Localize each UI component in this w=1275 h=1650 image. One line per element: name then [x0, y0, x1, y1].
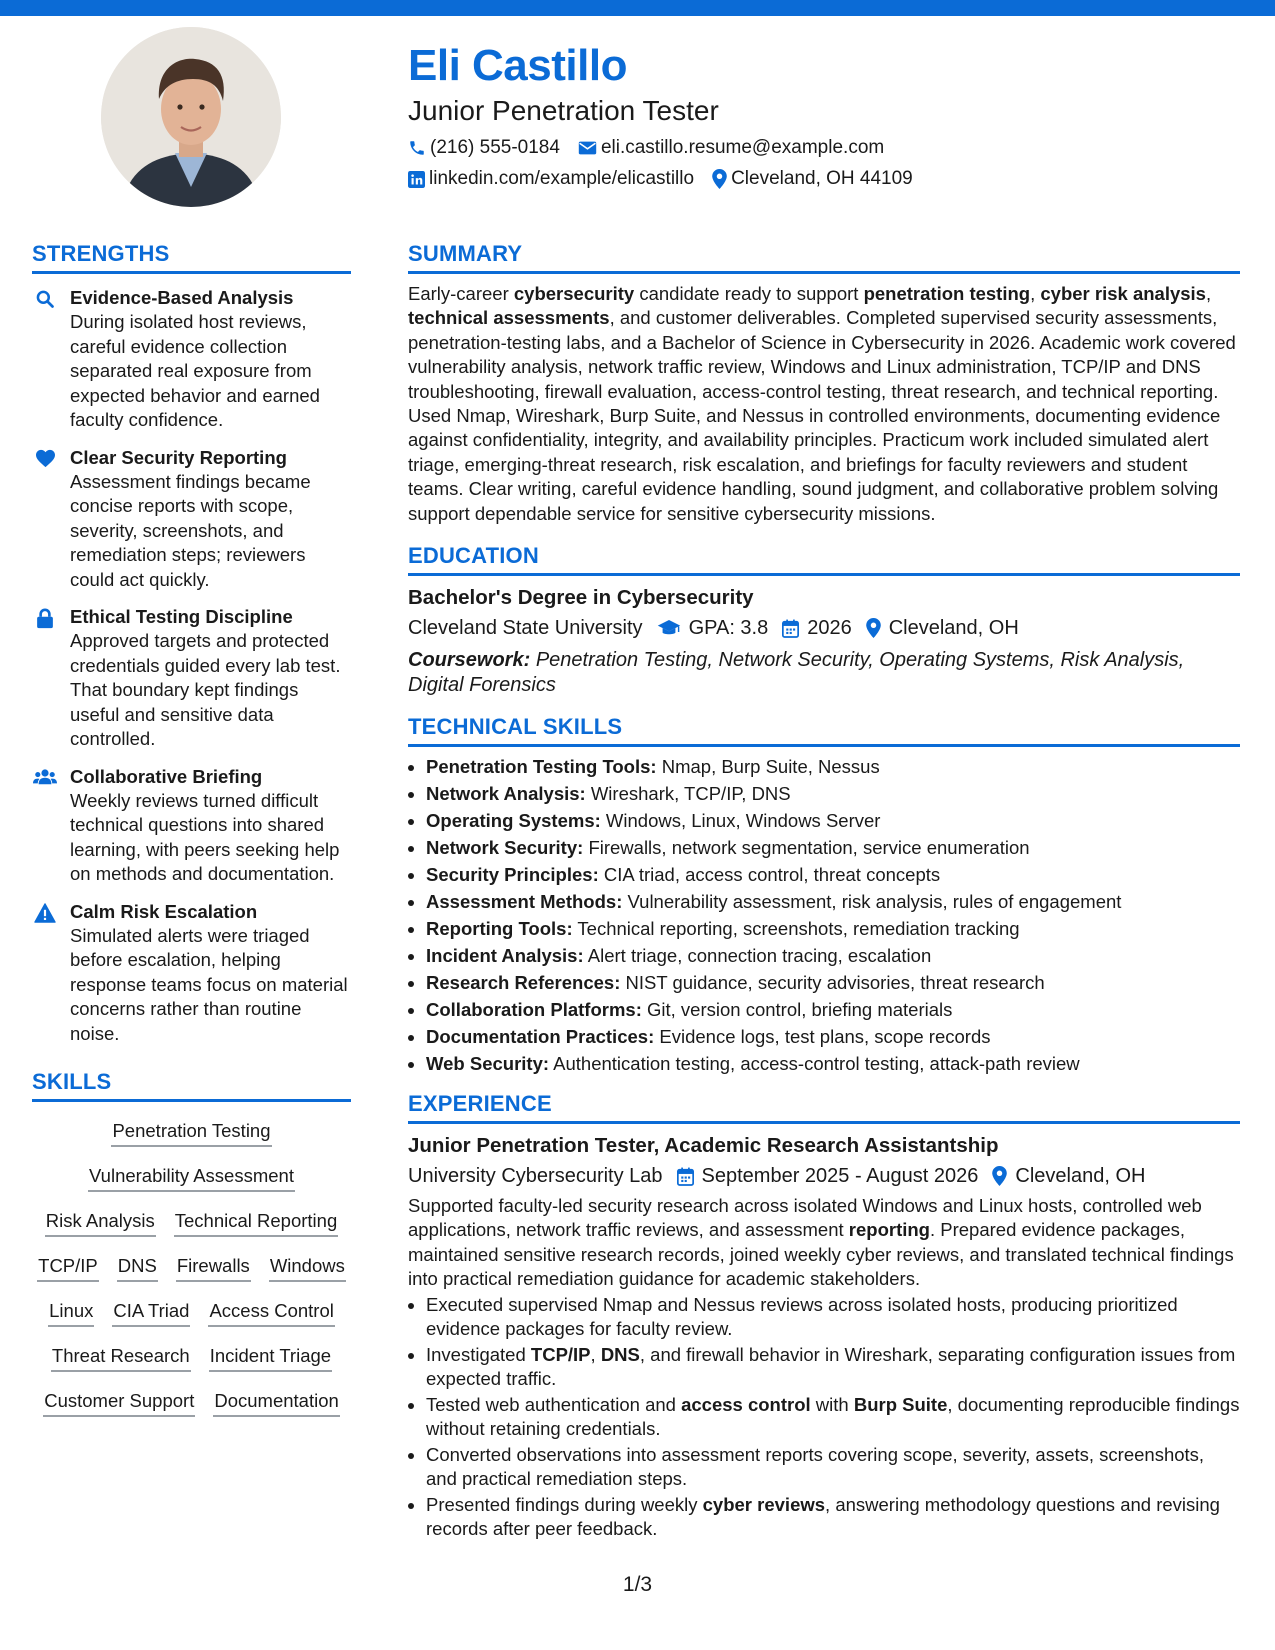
- skill-tag: Customer Support: [43, 1389, 195, 1417]
- skill-row: [32, 1389, 351, 1417]
- calendar-icon: [782, 619, 799, 638]
- map-pin-icon: [712, 169, 727, 189]
- contact-row-2: [408, 168, 1248, 190]
- list-item: • Documentation Practices: Evidence logs, test plans, scope records: [426, 1023, 1240, 1050]
- phone-icon: [408, 139, 426, 157]
- skill-tag: DNS: [117, 1254, 158, 1282]
- strength-item: [32, 605, 351, 752]
- graduation-cap-icon: [657, 619, 681, 637]
- candidate-name: Eli Castillo: [408, 41, 627, 90]
- right-column: [408, 241, 1240, 1543]
- skill-row: [32, 1299, 351, 1327]
- lock-icon: [36, 608, 54, 629]
- contact-row-1: [408, 137, 1248, 159]
- list-item: • Tested web authentication and access control with Burp Suite, documenting reproducible findings without retaining credentials.: [426, 1393, 1240, 1442]
- skill-tag: TCP/IP: [37, 1254, 99, 1282]
- strength-item: [32, 900, 351, 1047]
- skill-row: [32, 1344, 351, 1372]
- linkedin-text: linkedin.com/example/elicastillo: [429, 168, 695, 189]
- email-contact[interactable]: [578, 137, 884, 159]
- education-heading: EDUCATION: [408, 543, 1240, 576]
- gpa-item: GPA: 3.8: [657, 614, 769, 642]
- strength-item: [32, 765, 351, 887]
- experience-location: Cleveland, OH: [992, 1162, 1145, 1190]
- dates-item: September 2025 - August 2026: [677, 1162, 979, 1190]
- skill-row: [32, 1119, 351, 1147]
- list-item: • Security Principles: CIA triad, access control, threat concepts: [426, 861, 1240, 888]
- top-accent-bar: [0, 0, 1275, 16]
- education-location: Cleveland, OH: [866, 614, 1019, 642]
- phone-contact[interactable]: [408, 137, 560, 159]
- email-icon: [578, 140, 597, 156]
- list-item: • Incident Analysis: Alert triage, connection tracing, escalation: [426, 942, 1240, 969]
- technical-skills-list: [408, 753, 1240, 1077]
- skill-tag: Incident Triage: [209, 1344, 332, 1372]
- strength-item: [32, 286, 351, 433]
- strength-title: Ethical Testing Discipline: [70, 606, 293, 627]
- list-item: • Assessment Methods: Vulnerability assessment, risk analysis, rules of engagement: [426, 888, 1240, 915]
- list-item: • Web Security: Authentication testing, access-control testing, attack-path review: [426, 1050, 1240, 1077]
- strength-text: Approved targets and protected credentials guided every lab test. That boundary kept findings useful and sensitive data controlled.: [70, 630, 341, 749]
- experience-bullets: [408, 1293, 1240, 1542]
- candidate-title: Junior Penetration Tester: [408, 95, 719, 126]
- list-item: • Converted observations into assessment reports covering scope, severity, assets, screenshots, and practical remediation steps.: [426, 1443, 1240, 1492]
- skill-row: [32, 1164, 351, 1192]
- strength-text: Assessment findings became concise reports with scope, severity, screenshots, and remediation steps; reviewers could act quickly.: [70, 470, 311, 590]
- school-name: Cleveland State University: [408, 617, 643, 640]
- profile-photo: [101, 27, 281, 207]
- skill-tag: Technical Reporting: [174, 1209, 338, 1237]
- search-icon: [35, 289, 55, 309]
- strength-title: Collaborative Briefing: [70, 765, 263, 787]
- list-item: • Investigated TCP/IP, DNS, and firewall behavior in Wireshark, separating configuration issues from expected traffic.: [426, 1343, 1240, 1392]
- skill-tag: Risk Analysis: [45, 1209, 156, 1237]
- experience-description: Supported faculty-led security research across isolated Windows and Linux hosts, controlled web applications, network traffic reviews, and assessment reporting. Prepared evidence packages, maintained sensitive research records, joined weekly cyber reviews, and translated technical findings into practical remediation guidance for academic stakeholders.: [408, 1195, 1234, 1290]
- linkedin-contact[interactable]: [408, 168, 694, 190]
- education-meta: [408, 614, 1240, 642]
- skill-tag: Vulnerability Assessment: [88, 1164, 295, 1192]
- degree-title: Bachelor's Degree in Cybersecurity: [408, 586, 754, 610]
- coursework: Coursework: Penetration Testing, Network Security, Operating Systems, Risk Analysis, Digital Forensics: [408, 649, 1185, 696]
- list-item: • Network Security: Firewalls, network segmentation, service enumeration: [426, 834, 1240, 861]
- skill-tag: Penetration Testing: [111, 1119, 271, 1147]
- list-item: • Executed supervised Nmap and Nessus reviews across isolated hosts, producing prioritized evidence packages for faculty review.: [426, 1293, 1240, 1342]
- strength-title: Evidence-Based Analysis: [70, 287, 294, 308]
- skill-tag: Access Control: [208, 1299, 334, 1327]
- email-text: eli.castillo.resume@example.com: [600, 137, 885, 158]
- skill-tag: Windows: [269, 1254, 346, 1282]
- strength-text: Simulated alerts were triaged before escalation, helping response teams focus on material concerns rather than routine noise.: [70, 924, 348, 1044]
- list-item: • Operating Systems: Windows, Linux, Windows Server: [426, 807, 1240, 834]
- list-item: • Collaboration Platforms: Git, version control, briefing materials: [426, 996, 1240, 1023]
- skill-tag: Documentation: [213, 1389, 339, 1417]
- warning-icon: [34, 903, 56, 923]
- list-item: • Penetration Testing Tools: Nmap, Burp Suite, Nessus: [426, 753, 1240, 780]
- linkedin-icon: [408, 171, 425, 188]
- phone-text: (216) 555-0184: [430, 137, 560, 158]
- strength-text: Weekly reviews turned difficult technical questions into shared learning, with peers seeking help on methods and documentation.: [70, 789, 340, 884]
- strength-title: Clear Security Reporting: [70, 446, 287, 468]
- summary-heading: SUMMARY: [408, 241, 1240, 274]
- skill-tag: Threat Research: [51, 1344, 191, 1372]
- location-contact: [712, 168, 913, 190]
- heart-icon: [35, 449, 56, 468]
- summary-text: Early-career cybersecurity candidate ready to support penetration testing, cyber risk analysis, technical assessments, and customer deliverables. Completed supervised security assessments, penetration-testing labs, and a Bachelor of Science in Cybersecurity in 2026. Academic work covered vulnerability analysis, network traffic review, Windows and Linux administration, TCP/IP and DNS troubleshooting, firewall evaluation, access-control testing, threat research, and technical reporting. Used Nmap, Wireshark, Burp Suite, and Nessus in controlled environments, documenting evidence against confidentiality, integrity, and availability principles. Practicum work included simulated alert triage, emerging-threat research, risk escalation, and briefings for faculty reviewers and student teams. Clear writing, careful evidence handling, sound judgment, and collaborative problem solving support dependable service for sensitive cybersecurity missions.: [408, 283, 1236, 524]
- strength-text: During isolated host reviews, careful evidence collection separated real exposure from expected behavior and earned faculty confidence.: [70, 311, 320, 430]
- list-item: • Network Analysis: Wireshark, TCP/IP, DNS: [426, 780, 1240, 807]
- resume-header: [408, 40, 1248, 190]
- experience-heading: EXPERIENCE: [408, 1091, 1240, 1124]
- strengths-heading: STRENGTHS: [32, 241, 351, 274]
- skill-tag: CIA Triad: [112, 1299, 190, 1327]
- skill-row: [32, 1254, 351, 1282]
- list-item: • Presented findings during weekly cyber reviews, answering methodology questions and revising records after peer feedback.: [426, 1493, 1240, 1542]
- skills-heading: SKILLS: [32, 1069, 351, 1102]
- avatar-illustration: [101, 27, 281, 207]
- list-item: • Research References: NIST guidance, security advisories, threat research: [426, 969, 1240, 996]
- location-text: Cleveland, OH 44109: [731, 168, 913, 189]
- strength-title: Calm Risk Escalation: [70, 900, 258, 922]
- skill-tag: Linux: [48, 1299, 94, 1327]
- skill-tag: Firewalls: [176, 1254, 251, 1282]
- organization-name: University Cybersecurity Lab: [408, 1165, 663, 1188]
- role-title: Junior Penetration Tester, Academic Research Assistantship: [408, 1134, 999, 1158]
- page-number: 1/3: [622, 1573, 653, 1596]
- technical-skills-heading: TECHNICAL SKILLS: [408, 714, 1240, 747]
- skill-row: [32, 1209, 351, 1237]
- left-column: [32, 241, 351, 1417]
- users-icon: [33, 768, 57, 786]
- list-item: • Reporting Tools: Technical reporting, screenshots, remediation tracking: [426, 915, 1240, 942]
- experience-meta: [408, 1162, 1240, 1190]
- year-item: 2026: [782, 614, 852, 642]
- map-pin-icon: [992, 1166, 1007, 1186]
- map-pin-icon: [866, 618, 881, 638]
- calendar-icon: [677, 1167, 694, 1186]
- strength-item: [32, 446, 351, 593]
